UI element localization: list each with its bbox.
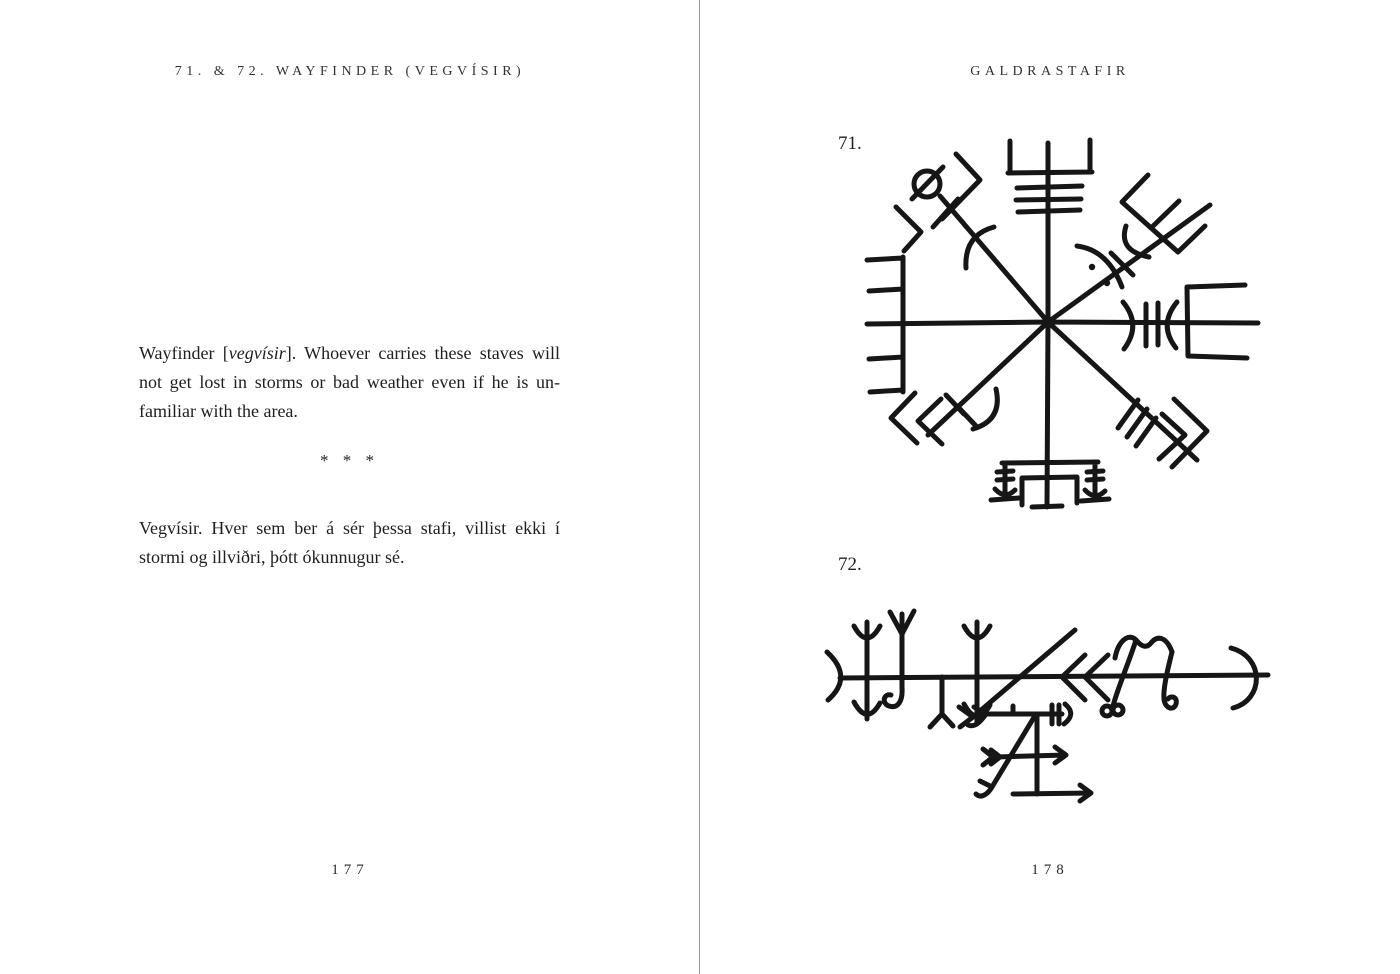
text-line: familiar with the area. <box>139 401 298 422</box>
figure-71-label: 71. <box>838 133 862 154</box>
right-page-number: 178 <box>1031 862 1069 878</box>
right-book-page <box>700 0 1400 974</box>
text-line: stormi og illviðri, þótt ókunnugur sé. <box>139 547 405 568</box>
translation-paragraph <box>139 339 560 427</box>
text-line: not get lost in storms or bad weather even if he is un- <box>139 372 560 393</box>
left-page-number: 177 <box>331 862 369 878</box>
left-running-header: 71. & 72. WAYFINDER (VEGVÍSIR) <box>174 64 526 79</box>
right-running-header: GALDRASTAFIR <box>970 64 1130 79</box>
vegvisir-compass-stave-drawing <box>845 123 1265 528</box>
vegvisir-band-stave-drawing <box>810 600 1280 815</box>
figure-72-label: 72. <box>838 554 862 575</box>
text-line: Wayfinder [vegvísir]. Whoever carries these staves will <box>139 343 560 363</box>
asterisk-separator: * * * <box>320 451 379 470</box>
icelandic-paragraph <box>139 514 560 572</box>
text-line: Vegvísir. Hver sem ber á sér þessa stafi, villist ekki í <box>139 518 560 538</box>
